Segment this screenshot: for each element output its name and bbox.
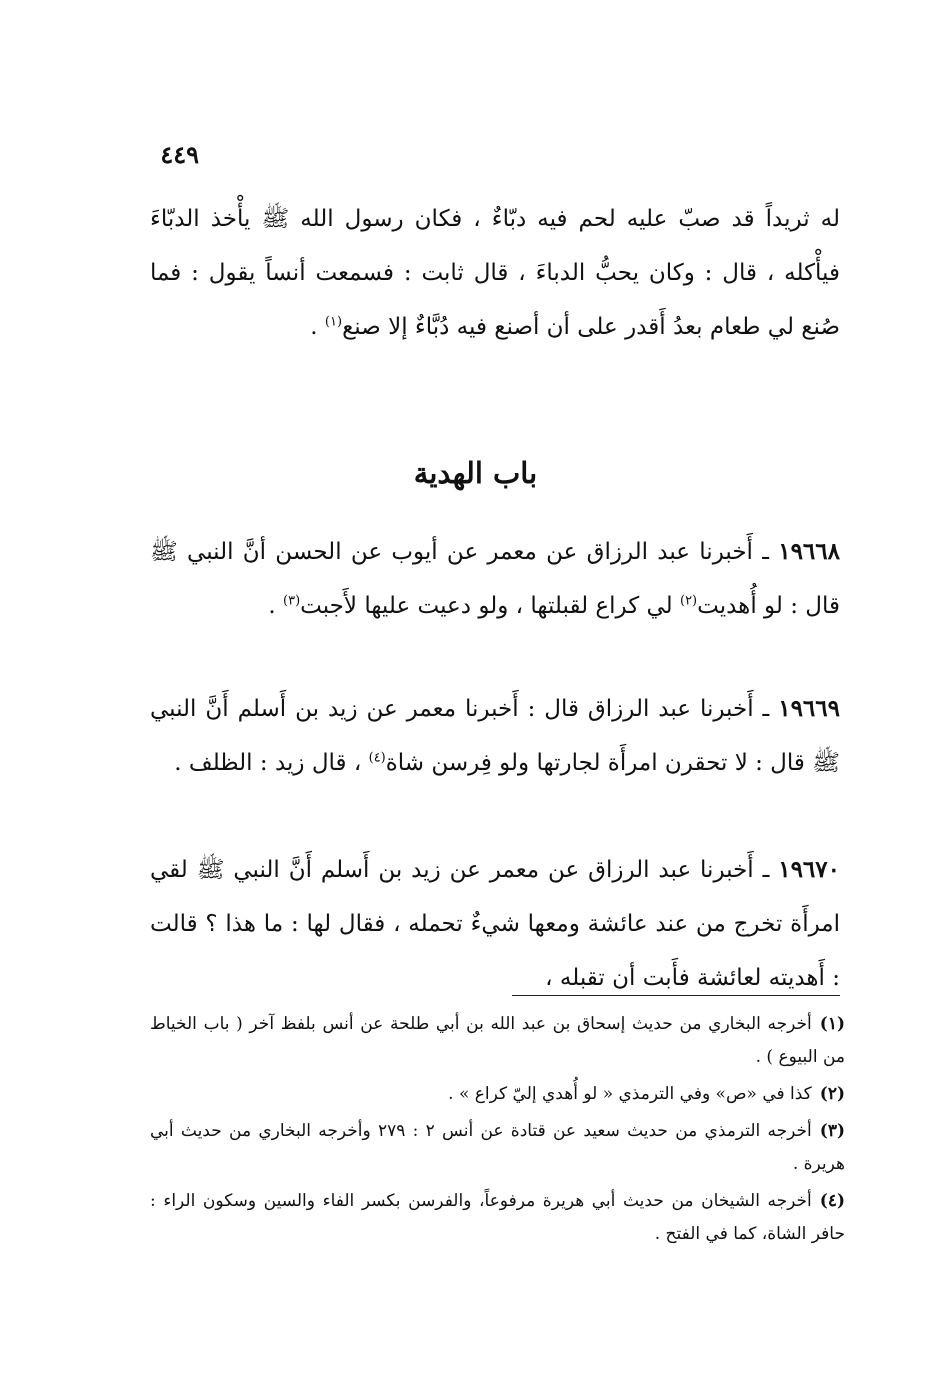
footnotes [150, 1008, 845, 1255]
footnote-ref-1[interactable]: (١) [324, 314, 343, 330]
opening-paragraph-text: له ثريداً قد صبّ عليه لحم فيه دبّاءٌ ، فكان رسول الله ﷺ يأْخذ الدبّاءَ فيأْكله ، قال : وكان يحبُّ الدباءَ ، قال ثابت : فسمعت أنساً يقول : فما صُنع لي طعام بعدُ أَقدر على أن أصنع فيه دُبَّاءٌ إلا صنع [150, 206, 840, 340]
footnote-text: كذا في «ص» وفي الترمذي « لو أُهدي إليّ كراع » . [448, 1084, 812, 1104]
hadith-text: . [268, 593, 284, 619]
footnote-ref-3[interactable]: (٣) [283, 593, 301, 609]
footnote-1 [150, 1008, 845, 1074]
opening-paragraph-end: . [310, 314, 325, 340]
section-title: باب الهدية [413, 456, 538, 490]
hadith-text: لي كراع لقبلتها ، ولو دعيت عليها لأَجبت [300, 593, 680, 619]
footnote-text: أخرجه الترمذي من حديث سعيد عن قتادة عن أنس ٢ : ٢٧٩ وأخرجه البخاري من حديث أبي هريرة . [150, 1121, 845, 1174]
hadith-text: ـ أَخبرنا عبد الرزاق عن معمر عن أيوب عن الحسن أنَّ النبي ﷺ قال : لو أُهديت [150, 539, 840, 619]
footnote-ref-4[interactable]: (٤) [368, 750, 386, 766]
hadith-19669 [150, 682, 840, 790]
footnote-3 [150, 1115, 845, 1181]
footnote-number: (٤) [819, 1191, 845, 1211]
hadith-number: ١٩٦٦٨ [778, 538, 840, 565]
hadith-number: ١٩٦٧٠ [778, 856, 840, 883]
footnote-4 [150, 1185, 845, 1251]
footnote-text: أخرجه الشيخان من حديث أبي هريرة مرفوعاً، والفرسن بكسر الفاء والسين وسكون الراء : حافر الشاة، كما في الفتح . [150, 1191, 845, 1244]
footnote-text: أخرجه البخاري من حديث إسحاق بن عبد الله بن أبي طلحة عن أنس بلفظ آخر ( باب الخياط من البيوع ) . [150, 1014, 845, 1067]
footnote-number: (٢) [819, 1084, 845, 1104]
footnote-number: (٣) [819, 1121, 845, 1141]
hadith-19670 [150, 843, 840, 1005]
footnote-2 [150, 1078, 845, 1111]
hadith-text: ـ أَخبرنا عبد الرزاق قال : أَخبرنا معمر عن زيد بن أَسلم أَنَّ النبي ﷺ قال : لا تحقرن امرأَة لجارتها ولو فِرسن شاة [150, 696, 840, 776]
hadith-19668 [150, 525, 840, 633]
page-number: ٤٤٩ [160, 140, 199, 169]
opening-paragraph [150, 192, 840, 354]
hadith-text: ـ أَخبرنا عبد الرزاق عن معمر عن زيد بن أَسلم أَنَّ النبي ﷺ لقي امرأَة تخرج من عند عائشة ومعها شيءٌ تحمله ، فقال لها : ما هذا ؟ قالت : أَهديته لعائشة فأَبت أن تقبله ، [150, 857, 840, 991]
hadith-text: ، قال زيد : الظلف . [174, 750, 369, 776]
hadith-number: ١٩٦٦٩ [778, 695, 840, 722]
footnote-ref-2[interactable]: (٢) [679, 593, 698, 609]
footnote-number: (١) [819, 1014, 845, 1034]
footnote-divider [512, 995, 840, 996]
